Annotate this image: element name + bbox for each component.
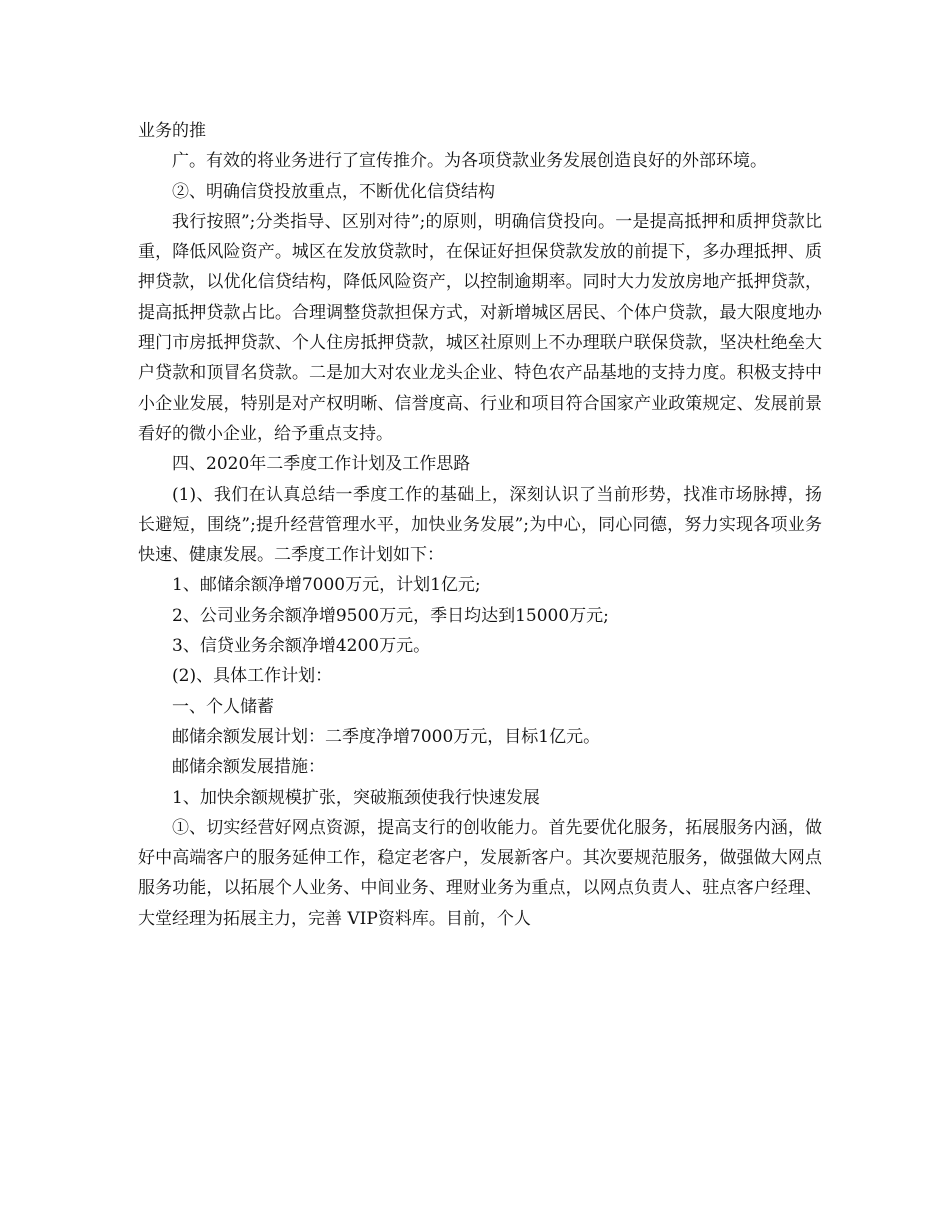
document-body: [138, 116, 822, 934]
paragraph: 广。有效的将业务进行了宣传推介。为各项贷款业务发展创造良好的外部环境。: [172, 151, 767, 172]
paragraph: 邮储余额发展计划：二季度净增7000万元，目标1亿元。: [172, 726, 601, 747]
section-heading: 一、个人储蓄: [172, 696, 274, 717]
section-heading: ②、明确信贷投放重点，不断优化信贷结构: [172, 181, 495, 202]
paragraph: 邮储余额发展措施：: [172, 757, 325, 778]
paragraph: ①、切实经营好网点资源，提高支行的创收能力。首先要优化服务，拓展服务内涵，做好中高端客户的服务延伸工作，稳定老客户，发展新客户。其次要规范服务，做强做大网点服务功能，以拓展个人业务、中间业务、理财业务为重点，以网点负责人、驻点客户经理、大堂经理为拓展主力，完善 VIP资料库。目前，个人: [138, 817, 822, 929]
section-heading: (2)、具体工作计划：: [172, 666, 333, 687]
section-heading: 四、2020年二季度工作计划及工作思路: [172, 454, 471, 475]
list-item: 3、信贷业务余额净增4200万元。: [172, 636, 431, 657]
paragraph: 我行按照”;分类指导、区别对待”;的原则，明确信贷投向。一是提高抵押和质押贷款比重，降低风险资产。城区在发放贷款时，在保证好担保贷款发放的前提下，多办理抵押、质押贷款，以优化信贷结构，降低风险资产，以控制逾期率。同时大力发放房地产抵押贷款，提高抵押贷款占比。合理调整贷款担保方式，对新增城区居民、个体户贷款，最大限度地办理门市房抵押贷款、个人住房抵押贷款，城区社原则上不办理联户联保贷款，坚决杜绝垒大户贷款和顶冒名贷款。二是加大对农业龙头企业、特色农产品基地的支持力度。积极支持中小企业发展，特别是对产权明晰、信誉度高、行业和项目符合国家产业政策规定、发展前景看好的微小企业，给予重点支持。: [138, 211, 822, 444]
list-item: 1、邮储余额净增7000万元，计划1亿元;: [172, 575, 481, 596]
paragraph: 业务的推: [138, 121, 206, 141]
paragraph: (1)、我们在认真总结一季度工作的基础上，深刻认识了当前形势，找准市场脉搏，扬长避短，围绕”;提升经营管理水平，加快业务发展”;为中心，同心同德，努力实现各项业务快速、健康发展。二季度工作计划如下：: [138, 484, 822, 566]
list-item: 2、公司业务余额净增9500万元，季日均达到15000万元;: [172, 605, 609, 626]
section-heading: 1、加快余额规模扩张，突破瓶颈使我行快速发展: [172, 787, 540, 808]
